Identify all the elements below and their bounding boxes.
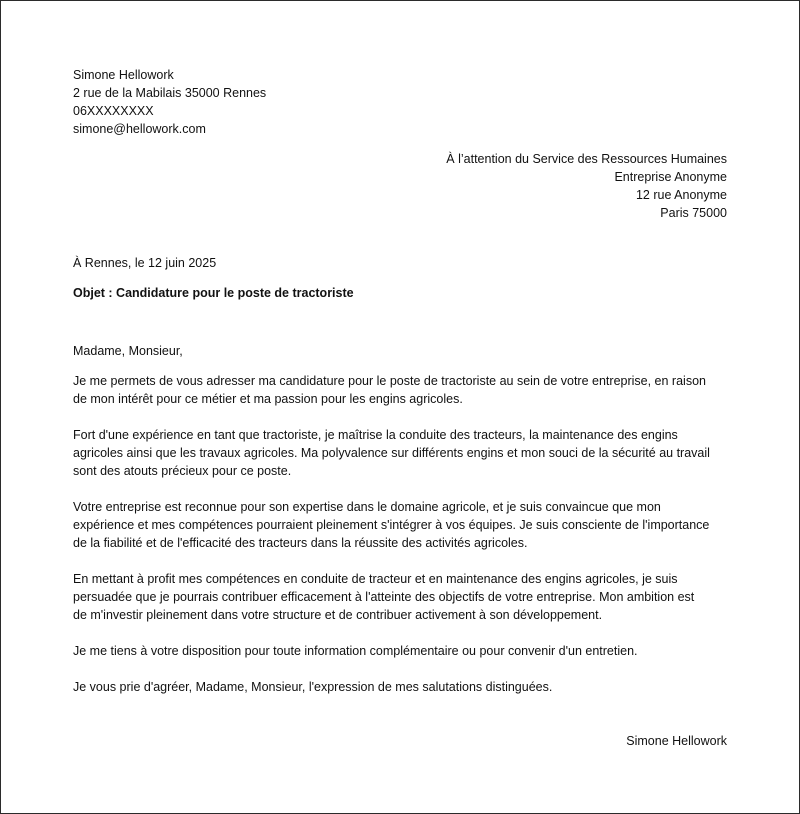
paragraph-line: Votre entreprise est reconnue pour son expertise dans le domaine agricole, et je suis convaincue que mon xyxy=(73,500,661,514)
body-paragraph xyxy=(73,372,733,408)
sender-phone: 06XXXXXXXX xyxy=(73,104,154,118)
recipient-block xyxy=(446,150,727,222)
paragraph-line: Je me permets de vous adresser ma candidature pour le poste de tractoriste au sein de votre entreprise, en raison xyxy=(73,374,706,388)
paragraph-line: persuadée que je pourrais contribuer efficacement à l'atteinte des objectifs de votre entreprise. Mon ambition est xyxy=(73,590,695,604)
body-paragraph xyxy=(73,678,733,696)
sender-email: simone@hellowork.com xyxy=(73,122,206,136)
letter-date: À Rennes, le 12 juin 2025 xyxy=(73,256,217,270)
body-paragraph xyxy=(73,498,733,552)
recipient-street: 12 rue Anonyme xyxy=(635,188,727,202)
body-paragraph xyxy=(73,570,733,624)
sender-address: 2 rue de la Mabilais 35000 Rennes xyxy=(73,86,267,100)
recipient-city: Paris 75000 xyxy=(660,206,727,220)
paragraph-line: expérience et mes compétences pourraient pleinement s'intégrer à vos équipes. Je suis consciente de l'importance xyxy=(73,518,710,532)
sender-block xyxy=(73,66,266,138)
letter-signature: Simone Hellowork xyxy=(626,734,727,748)
letter-salutation: Madame, Monsieur, xyxy=(73,344,183,358)
paragraph-line: Je vous prie d'agréer, Madame, Monsieur, l'expression de mes salutations distinguées. xyxy=(73,680,553,694)
paragraph-line: Fort d'une expérience en tant que tractoriste, je maîtrise la conduite des tracteurs, la maintenance des engins xyxy=(73,428,678,442)
letter-body xyxy=(73,372,733,714)
paragraph-line: de mon intérêt pour ce métier et ma passion pour les engins agricoles. xyxy=(73,392,463,406)
sender-name: Simone Hellowork xyxy=(73,68,174,82)
paragraph-line: En mettant à profit mes compétences en conduite de tracteur et en maintenance des engins agricoles, je suis xyxy=(73,572,678,586)
paragraph-line: Je me tiens à votre disposition pour toute information complémentaire ou pour convenir d'un entretien. xyxy=(73,644,638,658)
paragraph-line: agricoles ainsi que les travaux agricoles. Ma polyvalence sur différents engins et mon souci de la sécurité au travail xyxy=(73,446,710,460)
body-paragraph xyxy=(73,426,733,480)
paragraph-line: sont des atouts précieux pour ce poste. xyxy=(73,464,292,478)
recipient-company: Entreprise Anonyme xyxy=(614,170,727,184)
paragraph-line: de la fiabilité et de l'efficacité des tracteurs dans la réussite des activités agricoles. xyxy=(73,536,528,550)
letter-subject: Objet : Candidature pour le poste de tractoriste xyxy=(73,286,354,300)
recipient-attention: À l’attention du Service des Ressources Humaines xyxy=(446,152,727,166)
paragraph-line: de m'investir pleinement dans votre structure et de contribuer activement à son développement. xyxy=(73,608,603,622)
body-paragraph xyxy=(73,642,733,660)
